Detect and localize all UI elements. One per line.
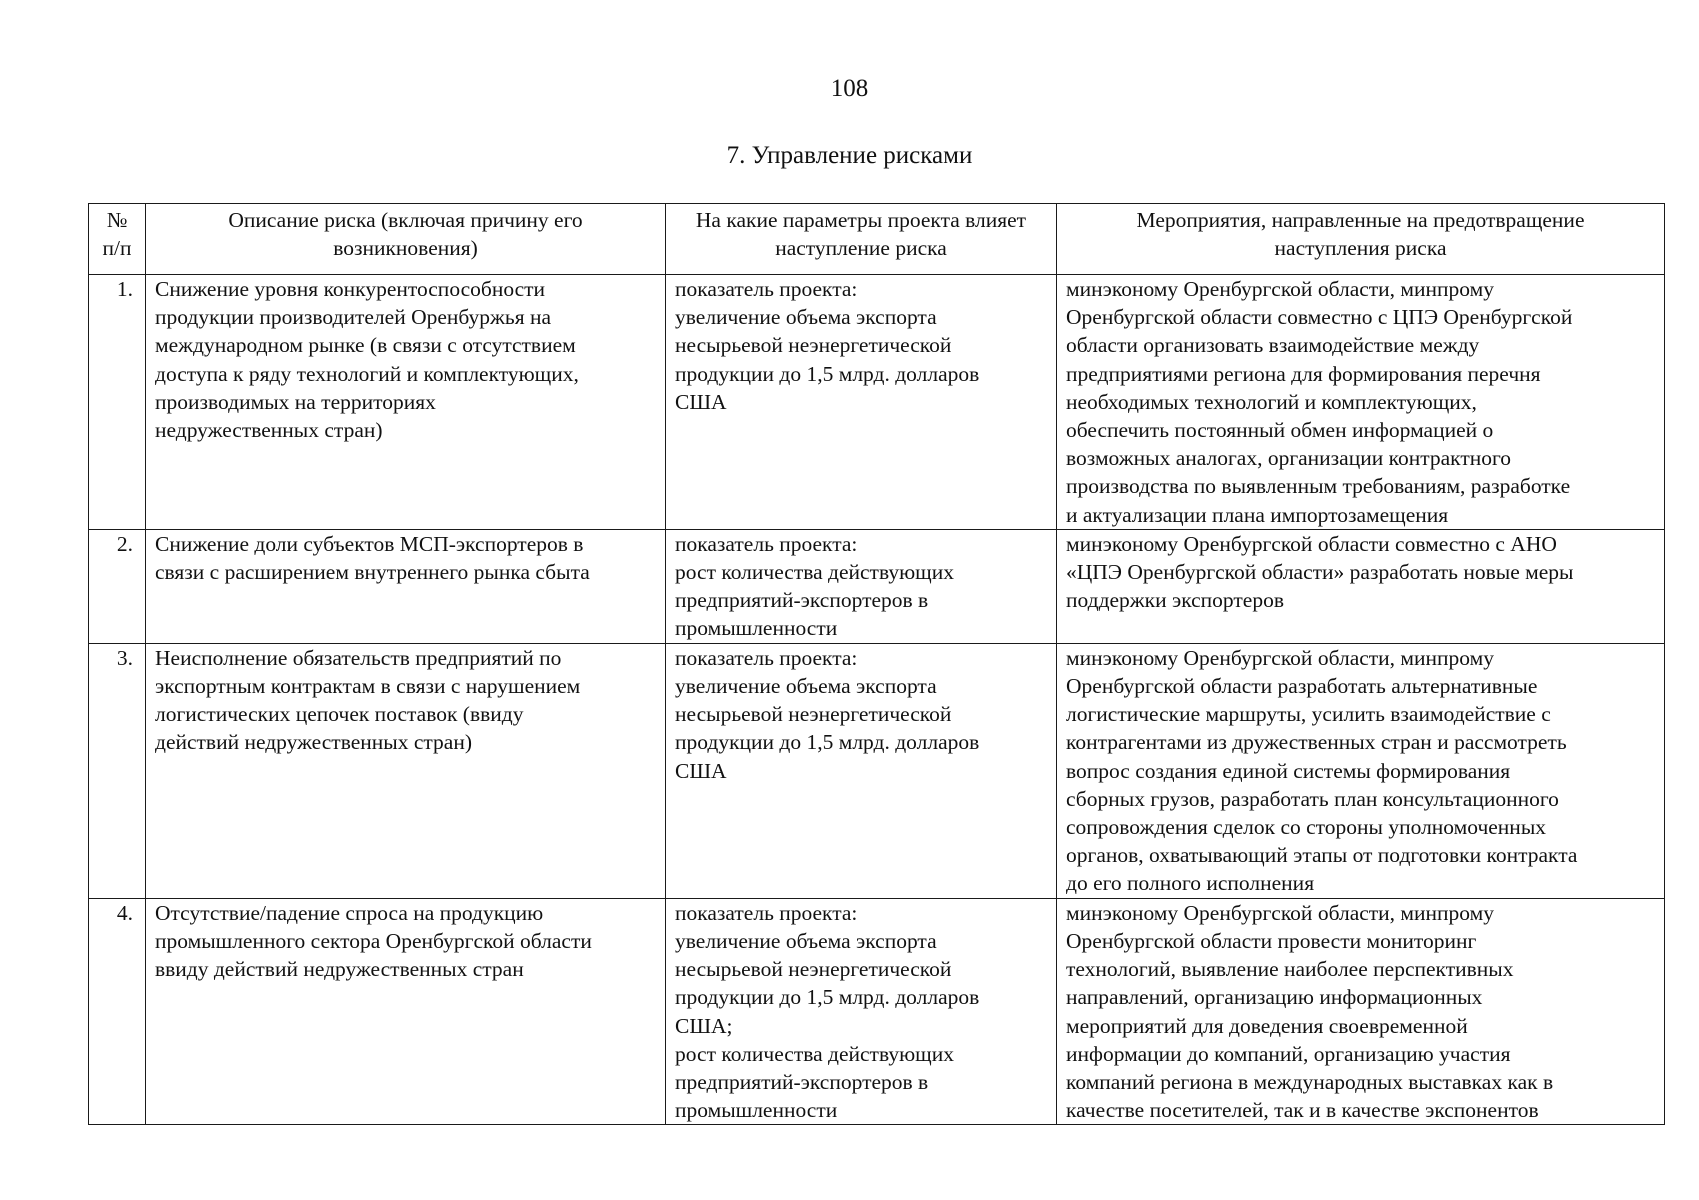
affected-parameters-line: несырьевой неэнергетической — [675, 957, 952, 982]
risk-description-line: связи с расширением внутреннего рынка сбыта — [155, 560, 590, 585]
header-measures-line: Мероприятия, направленные на предотвращение — [1136, 208, 1585, 232]
prevention-measures-line: органов, охватывающий этапы от подготовки контракта — [1066, 843, 1578, 868]
affected-parameters-line: показатель проекта: — [675, 645, 858, 670]
section-title: 7. Управление рисками — [726, 142, 973, 169]
risk-description-line: Снижение доли субъектов МСП-экспортеров в — [155, 531, 584, 556]
prevention-measures-line: необходимых технологий и комплектующих, — [1066, 389, 1477, 414]
prevention-measures-line: минэконому Оренбургской области совместно с АНО — [1066, 531, 1557, 556]
prevention-measures-line: информации до компаний, организацию участия — [1066, 1041, 1511, 1066]
risk-description-line: экспортным контрактам в связи с нарушением — [155, 674, 581, 699]
affected-parameters-cell — [666, 898, 1057, 1125]
affected-parameters-line: показатель проекта: — [675, 277, 858, 301]
affected-parameters-line: продукции до 1,5 млрд. долларов — [675, 361, 980, 386]
affected-parameters-cell — [666, 275, 1057, 530]
risk-description-line: доступа к ряду технологий и комплектующих, — [155, 361, 579, 386]
affected-parameters-line: предприятий-экспортеров в — [675, 588, 929, 613]
affected-parameters-line: показатель проекта: — [675, 531, 858, 556]
header-measures — [1057, 204, 1665, 275]
risk-description-cell — [146, 643, 666, 898]
prevention-measures-line: минэконому Оренбургской области, минпрому — [1066, 277, 1495, 301]
prevention-measures-line: области организовать взаимодействие между — [1066, 333, 1480, 358]
affected-parameters-line: США; — [675, 1013, 733, 1038]
risk-description-line: производимых на территориях — [155, 389, 436, 414]
risk-management-table — [88, 203, 1665, 1125]
header-parameters-line: наступление риска — [775, 236, 947, 261]
header-description-line: возникновения) — [333, 236, 478, 261]
prevention-measures-line: минэконому Оренбургской области, минпрому — [1066, 900, 1495, 925]
prevention-measures-line: «ЦПЭ Оренбургской области» разработать новые меры — [1066, 560, 1574, 585]
risk-description-line: промышленного сектора Оренбургской области — [155, 929, 592, 954]
prevention-measures-line: предприятиями региона для формирования перечня — [1066, 361, 1541, 386]
prevention-measures-line: Оренбургской области совместно с ЦПЭ Оренбургской — [1066, 305, 1573, 330]
risk-description-line: действий недружественных стран) — [155, 730, 472, 755]
prevention-measures-line: возможных аналогах, организации контрактного — [1066, 446, 1512, 471]
affected-parameters-line: продукции до 1,5 млрд. долларов — [675, 730, 980, 755]
prevention-measures-line: технологий, выявление наиболее перспективных — [1066, 957, 1514, 982]
affected-parameters-cell — [666, 529, 1057, 643]
prevention-measures-line: сборных грузов, разработать план консультационного — [1066, 786, 1559, 811]
prevention-measures-line: минэконому Оренбургской области, минпрому — [1066, 645, 1495, 670]
affected-parameters-line: США — [675, 758, 727, 783]
table-row — [89, 275, 1665, 530]
header-description-line: Описание риска (включая причину его — [228, 208, 583, 232]
affected-parameters-line: увеличение объема экспорта — [675, 305, 937, 330]
prevention-measures-line: компаний региона в международных выставках как в — [1066, 1070, 1554, 1095]
prevention-measures-line: и актуализации плана импортозамещения — [1066, 502, 1449, 527]
affected-parameters-line: рост количества действующих — [675, 1041, 954, 1066]
table-row — [89, 643, 1665, 898]
prevention-measures-line: до его полного исполнения — [1066, 871, 1315, 896]
prevention-measures-line: вопрос создания единой системы формирования — [1066, 758, 1511, 783]
header-description — [146, 204, 666, 275]
risk-description-line: недружественных стран) — [155, 418, 383, 443]
prevention-measures-line: производства по выявленным требованиям, разработке — [1066, 474, 1571, 499]
prevention-measures-line: мероприятий для доведения своевременной — [1066, 1013, 1468, 1038]
risk-description-line: международном рынке (в связи с отсутствием — [155, 333, 576, 358]
prevention-measures-line: сопровождения сделок со стороны уполномоченных — [1066, 815, 1547, 840]
affected-parameters-line: промышленности — [675, 1098, 838, 1123]
header-num-line: п/п — [102, 236, 132, 261]
header-parameters-line: На какие параметры проекта влияет — [695, 208, 1027, 232]
header-num — [89, 204, 146, 275]
affected-parameters-line: США — [675, 389, 727, 414]
prevention-measures-line: качестве посетителей, так и в качестве экспонентов — [1066, 1098, 1539, 1123]
row-number-cell: 2. — [89, 529, 146, 643]
page-number: 108 — [830, 75, 869, 102]
risk-description-line: логистических цепочек поставок (ввиду — [155, 702, 524, 727]
affected-parameters-line: рост количества действующих — [675, 560, 954, 585]
prevention-measures-line: поддержки экспортеров — [1066, 588, 1284, 613]
affected-parameters-line: увеличение объема экспорта — [675, 674, 937, 699]
row-number-cell: 1. — [89, 275, 146, 530]
prevention-measures-line: обеспечить постоянный обмен информацией о — [1066, 418, 1494, 443]
risk-description-cell — [146, 898, 666, 1125]
affected-parameters-line: продукции до 1,5 млрд. долларов — [675, 985, 980, 1010]
table-header-row — [89, 204, 1665, 275]
prevention-measures-cell — [1057, 529, 1665, 643]
row-number-cell: 3. — [89, 643, 146, 898]
prevention-measures-cell — [1057, 643, 1665, 898]
header-parameters — [666, 204, 1057, 275]
affected-parameters-line: несырьевой неэнергетической — [675, 333, 952, 358]
affected-parameters-line: показатель проекта: — [675, 900, 858, 925]
risk-description-cell — [146, 275, 666, 530]
prevention-measures-line: контрагентами из дружественных стран и рассмотреть — [1066, 730, 1567, 755]
affected-parameters-cell — [666, 643, 1057, 898]
header-num-line: № — [106, 208, 128, 232]
prevention-measures-line: Оренбургской области провести мониторинг — [1066, 929, 1477, 954]
prevention-measures-line: Оренбургской области разработать альтернативные — [1066, 674, 1538, 699]
risk-description-line: ввиду действий недружественных стран — [155, 957, 524, 982]
risk-description-line: Снижение уровня конкурентоспособности — [155, 277, 546, 301]
risk-description-line: Отсутствие/падение спроса на продукцию — [155, 900, 544, 925]
risk-description-line: Неисполнение обязательств предприятий по — [155, 645, 562, 670]
affected-parameters-line: несырьевой неэнергетической — [675, 702, 952, 727]
header-measures-line: наступления риска — [1274, 236, 1447, 261]
table-row — [89, 898, 1665, 1125]
affected-parameters-line: промышленности — [675, 616, 838, 641]
affected-parameters-line: увеличение объема экспорта — [675, 929, 937, 954]
risk-description-line: продукции производителей Оренбуржья на — [155, 305, 552, 330]
prevention-measures-line: логистические маршруты, усилить взаимодействие с — [1066, 702, 1551, 727]
row-number-cell: 4. — [89, 898, 146, 1125]
table-row — [89, 529, 1665, 643]
prevention-measures-cell — [1057, 898, 1665, 1125]
prevention-measures-line: направлений, организацию информационных — [1066, 985, 1483, 1010]
risk-description-cell — [146, 529, 666, 643]
prevention-measures-cell — [1057, 275, 1665, 530]
affected-parameters-line: предприятий-экспортеров в — [675, 1070, 929, 1095]
